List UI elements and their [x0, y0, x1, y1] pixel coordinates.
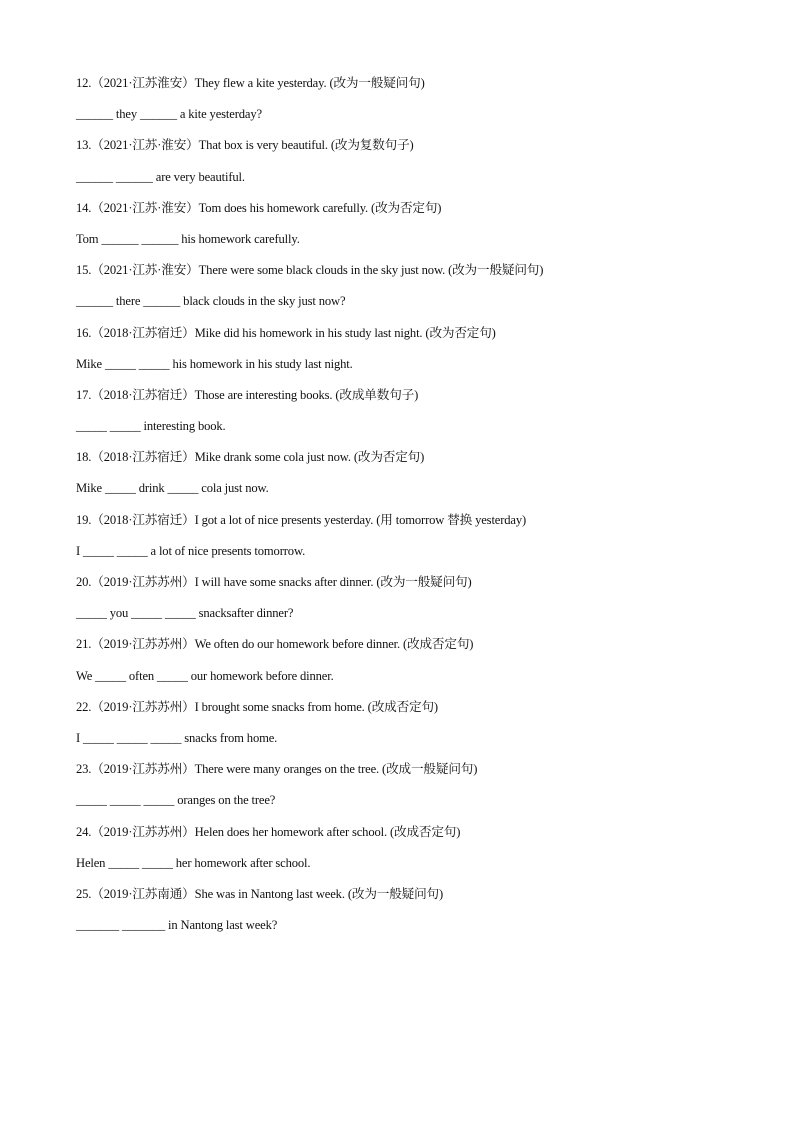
answer-line: ______ there ______ black clouds in the sky just now?	[76, 294, 346, 309]
question-list	[76, 72, 736, 945]
question-prompt: 12.（2021·江苏淮安）They flew a kite yesterday. (改为一般疑问句)	[76, 76, 425, 90]
question-prompt: 22.（2019·江苏苏州）I brought some snacks from home. (改成否定句)	[76, 699, 438, 714]
answer-line: Helen _____ _____ her homework after school.	[76, 855, 311, 870]
answer-line: Tom ______ ______ his homework carefully.	[76, 231, 300, 246]
question-prompt: 19.（2018·江苏宿迁）I got a lot of nice presents yesterday. (用 tomorrow 替换 yesterday)	[76, 512, 527, 527]
question-prompt: 25.（2019·江苏南通）She was in Nantong last week. (改为一般疑问句)	[76, 886, 444, 901]
answer-line: Mike _____ _____ his homework in his study last night.	[76, 356, 353, 371]
question-prompt: 17.（2018·江苏宿迁）Those are interesting books. (改成单数句子)	[76, 387, 419, 402]
question-prompt: 14.（2021·江苏·淮安）Tom does his homework carefully. (改为否定句)	[76, 200, 442, 215]
question-prompt: 16.（2018·江苏宿迁）Mike did his homework in his study last night. (改为否定句)	[76, 325, 496, 340]
question-prompt: 24.（2019·江苏苏州）Helen does her homework after school. (改成否定句)	[76, 824, 461, 839]
answer-line: I _____ _____ _____ snacks from home.	[76, 730, 278, 745]
answer-line: I _____ _____ a lot of nice presents tomorrow.	[76, 543, 306, 558]
question-prompt: 20.（2019·江苏苏州）I will have some snacks after dinner. (改为一般疑问句)	[76, 575, 472, 589]
answer-line: _____ _____ _____ oranges on the tree?	[76, 793, 276, 808]
question-prompt: 13.（2021·江苏·淮安）That box is very beautiful. (改为复数句子)	[76, 138, 414, 153]
answer-line: _______ _______ in Nantong last week?	[76, 918, 278, 933]
answer-line: ______ they ______ a kite yesterday?	[76, 107, 262, 122]
answer-line: _____ _____ interesting book.	[76, 419, 226, 434]
question-prompt: 21.（2019·江苏苏州）We often do our homework before dinner. (改成否定句)	[76, 637, 474, 652]
question-prompt: 15.（2021·江苏·淮安）There were some black clouds in the sky just now. (改为一般疑问句)	[76, 263, 544, 278]
question-prompt: 18.（2018·江苏宿迁）Mike drank some cola just now. (改为否定句)	[76, 450, 425, 465]
answer-line: We _____ often _____ our homework before dinner.	[76, 668, 334, 683]
answer-line: _____ you _____ _____ snacksafter dinner?	[76, 606, 294, 621]
answer-line: ______ ______ are very beautiful.	[76, 169, 245, 184]
question-prompt: 23.（2019·江苏苏州）There were many oranges on the tree. (改成一般疑问句)	[76, 762, 478, 777]
answer-line: Mike _____ drink _____ cola just now.	[76, 481, 269, 496]
